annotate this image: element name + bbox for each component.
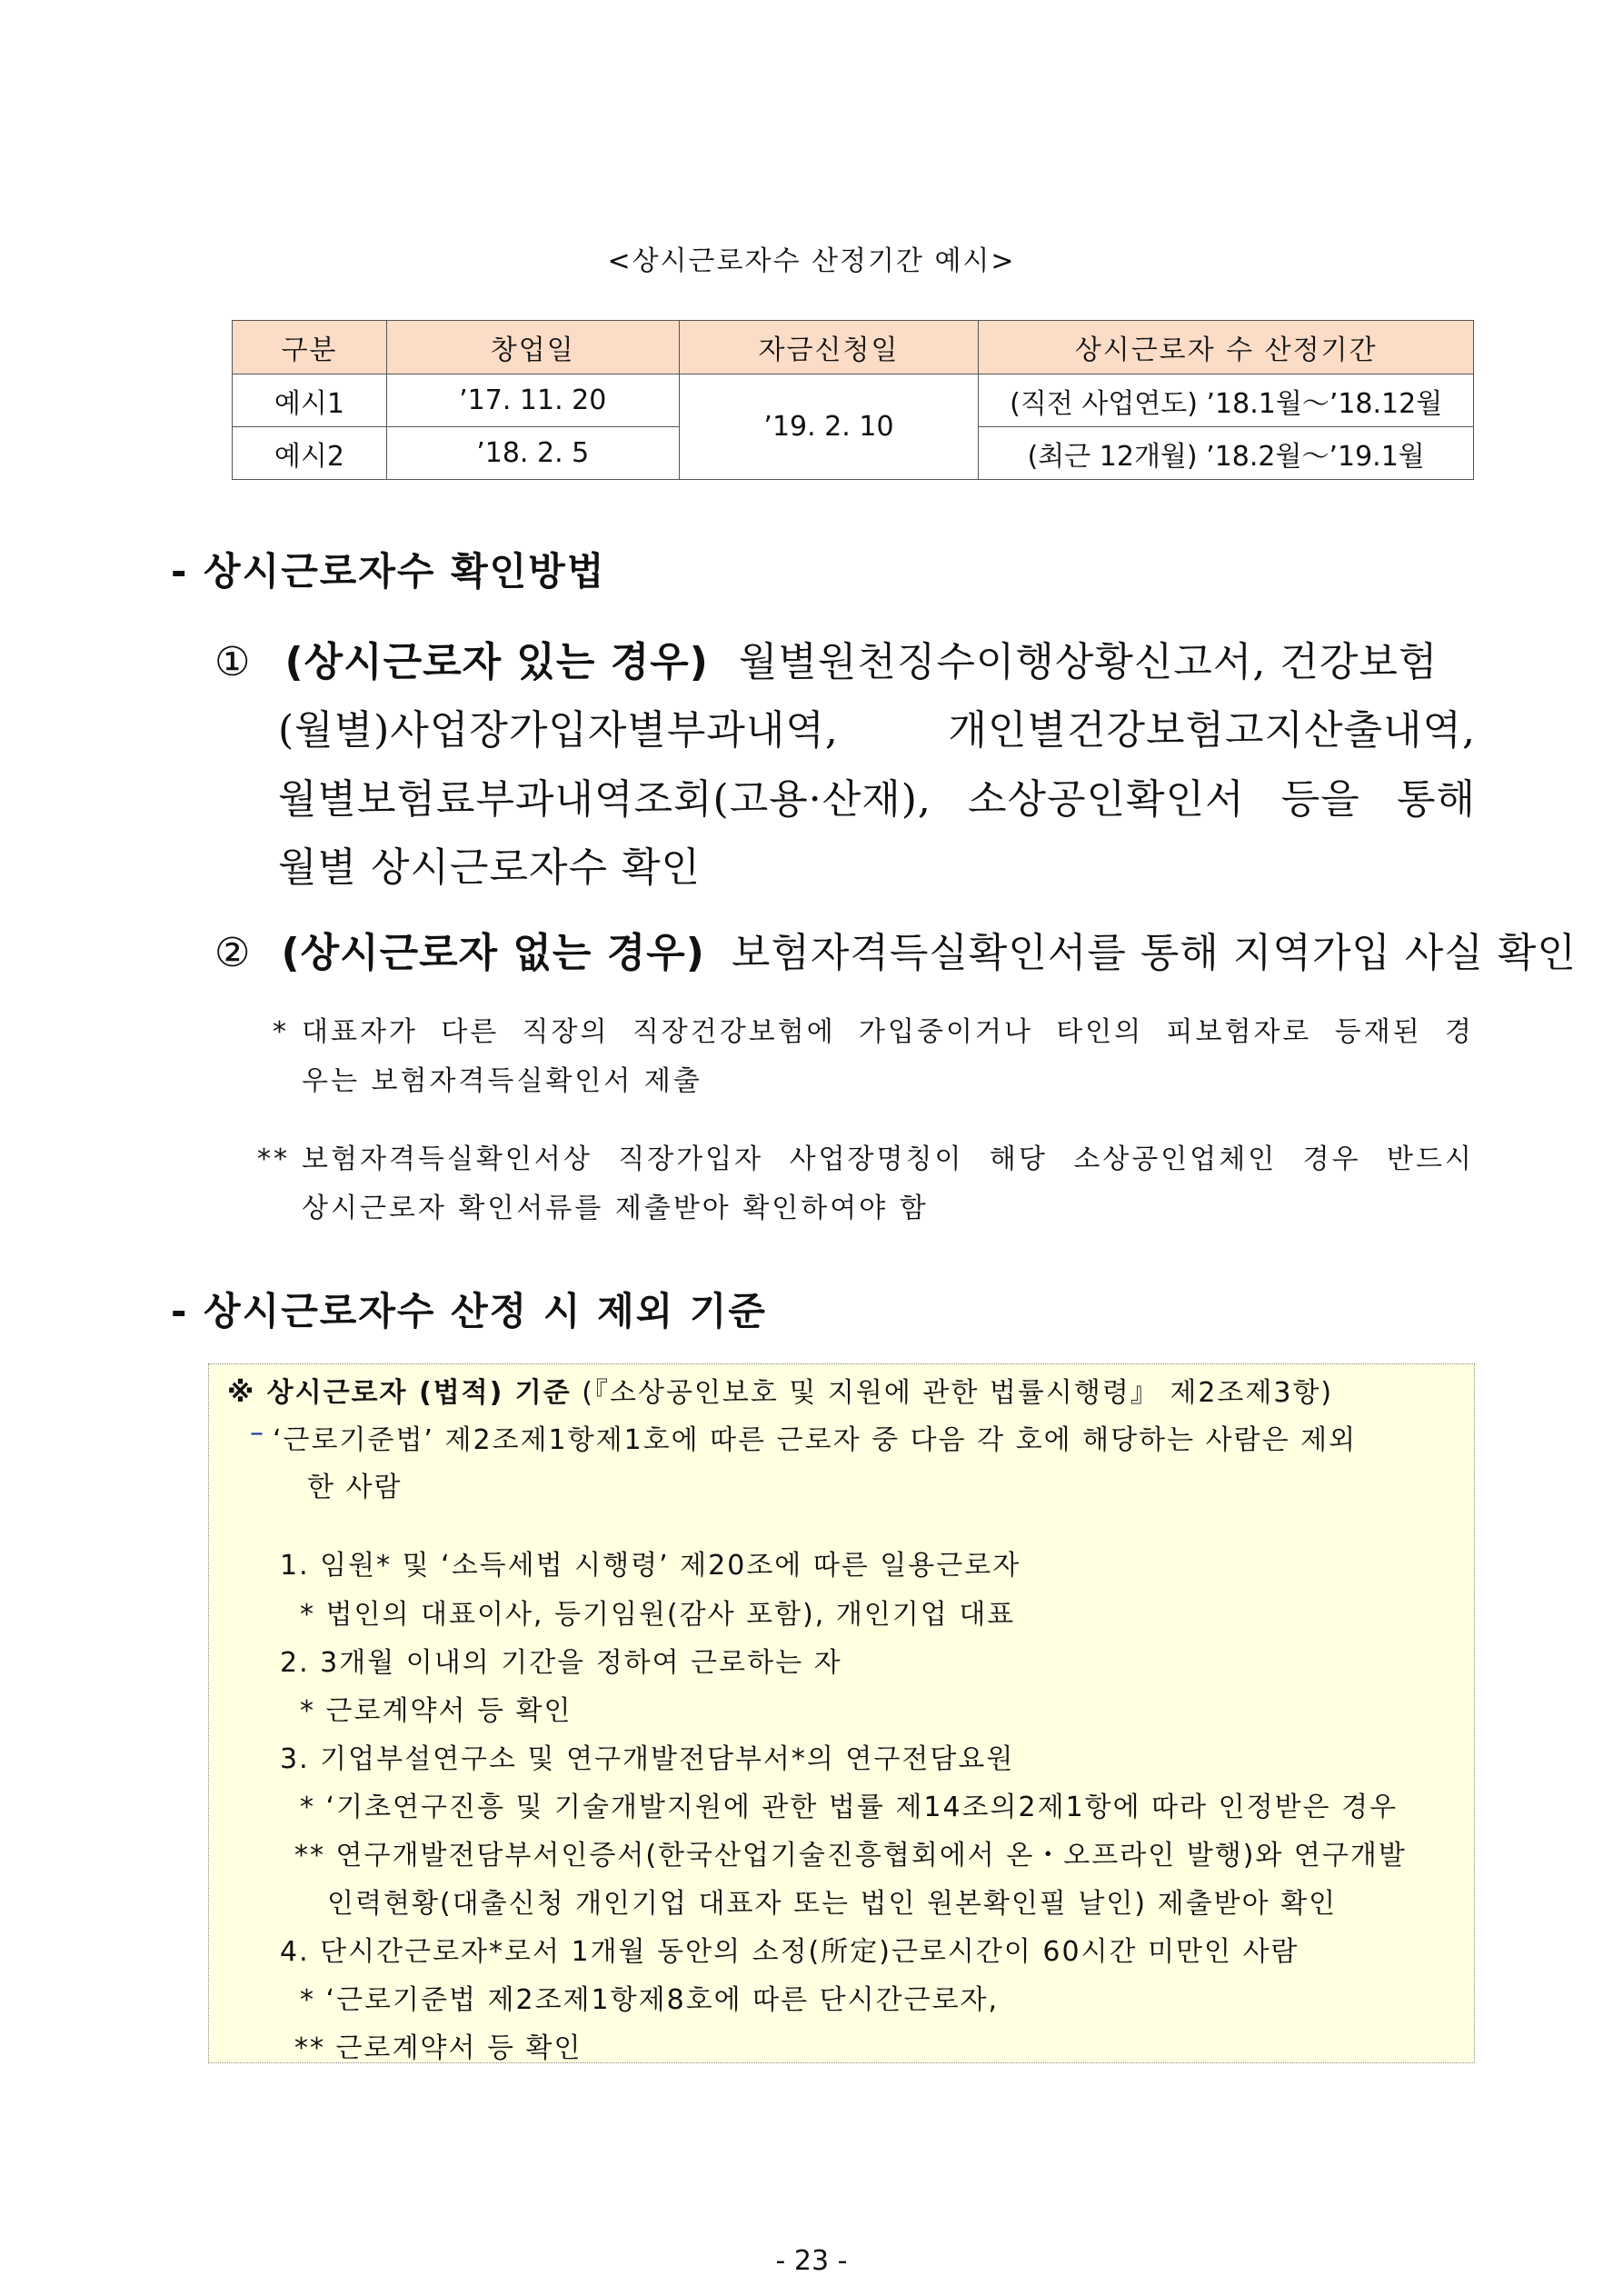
table-cell: 예시2 xyxy=(233,427,387,480)
item-bold-label: (상시근로자 없는 경우) xyxy=(281,930,705,976)
item1-line4: 월별 상시근로자수 확인 xyxy=(278,844,702,891)
item-marker: ① xyxy=(214,639,252,685)
example-table xyxy=(232,320,1474,480)
box-item-1-note: * 법인의 대표이사, 등기임원(감사 포함), 개인기업 대표 xyxy=(300,1599,1016,1631)
box-item-3-note-1: * ‘기초연구진흥 및 기술개발지원에 관한 법률 제14조의2제1항에 따라 인정받은 경우 xyxy=(300,1792,1399,1823)
note-mark: * xyxy=(273,1016,289,1048)
note2-line2: 상시근로자 확인서류를 제출받아 확인하여야 함 xyxy=(302,1193,929,1224)
note1-line2: 우는 보험자격득실확인서 제출 xyxy=(302,1065,702,1097)
table-header-cell: 상시근로자 수 산정기간 xyxy=(979,321,1474,374)
table-cell: ’17. 11. 20 xyxy=(386,374,679,427)
table-cell: (직전 사업연도) ’18.1월～’18.12월 xyxy=(979,374,1474,427)
table-cell: 예시1 xyxy=(233,374,387,427)
table-header-row xyxy=(233,321,1474,374)
table-header-cell: 구분 xyxy=(233,321,387,374)
item-text: 보험자격득실확인서를 통해 지역가입 사실 확인 xyxy=(731,930,1577,976)
dash-icon: – xyxy=(250,1417,265,1449)
box-item-3: 3. 기업부설연구소 및 연구개발전담부서*의 연구전담요원 xyxy=(280,1743,1015,1775)
item-bold-label: (상시근로자 있는 경우) xyxy=(284,639,709,685)
table-cell-application-date: ’19. 2. 10 xyxy=(679,374,979,480)
box-item-3-note-2-cont: 인력현황(대출신청 개인기업 대표자 또는 법인 원본확인필 날인) 제출받아 확인 xyxy=(327,1888,1338,1920)
box-title-rest: (『소상공인보호 및 지원에 관한 법률시행령』 제2조제3항) xyxy=(582,1377,1334,1409)
note1-line1: 대표자가 다른 직장의 직장건강보험에 가입중이거나 타인의 피보험자로 등재된 경 xyxy=(302,1016,1474,1048)
table-cell: ’18. 2. 5 xyxy=(386,427,679,480)
table-header-cell: 자금신청일 xyxy=(679,321,979,374)
note-mark: ** xyxy=(257,1143,290,1175)
box-intro-line2: 한 사람 xyxy=(307,1472,403,1503)
box-title xyxy=(227,1370,1333,1410)
box-item-2: 2. 3개월 이내의 기간을 정하여 근로하는 자 xyxy=(280,1647,842,1679)
item1-line3: 월별보험료부과내역조회(고용·산재), 소상공인확인서 등을 통해 xyxy=(278,776,1476,823)
box-item-3-note-2: ** 연구개발전담부서인증서(한국산업기술진흥협회에서 온・오프라인 발행)와 연구개발 xyxy=(294,1840,1407,1872)
box-item-1: 1. 임원* 및 ‘소득세법 시행령’ 제20조에 따른 일용근로자 xyxy=(280,1550,1021,1582)
page-number: - 23 - xyxy=(775,2245,848,2277)
table-caption: <상시근로자수 산정기간 예시> xyxy=(607,245,1016,277)
table-header-cell: 창업일 xyxy=(386,321,679,374)
item1-line2: (월별)사업장가입자별부과내역, 개인별건강보험고지산출내역, xyxy=(278,707,1476,754)
legal-criteria-box xyxy=(208,1363,1475,2063)
table-cell: (최근 12개월) ’18.2월～’19.1월 xyxy=(979,427,1474,480)
box-intro-line1: ‘근로기준법’ 제2조제1항제1호에 따른 근로자 중 다음 각 호에 해당하는 사람은 제외 xyxy=(273,1424,1358,1456)
item-marker: ② xyxy=(214,930,252,976)
item1-line1 xyxy=(214,629,1476,687)
item-text: 월별원천징수이행상황신고서, 건강보험 xyxy=(738,639,1439,685)
item2-line xyxy=(214,920,1577,978)
box-item-2-note: * 근로계약서 등 확인 xyxy=(300,1695,573,1727)
box-title-bold: ※ 상시근로자 (법적) 기준 xyxy=(227,1377,572,1409)
section-heading: - 상시근로자수 산정 시 제외 기준 xyxy=(171,1289,767,1333)
box-item-4-note-1: * ‘근로기준법 제2조제1항제8호에 따른 단시간근로자, xyxy=(300,1984,1000,2016)
section-heading: - 상시근로자수 확인방법 xyxy=(171,549,606,594)
box-item-4: 4. 단시간근로자*로서 1개월 동안의 소정(所定)근로시간이 60시간 미만인 사람 xyxy=(280,1936,1299,1968)
note2-line1: 보험자격득실확인서상 직장가입자 사업장명칭이 해당 소상공인업체인 경우 반드시 xyxy=(302,1143,1474,1175)
table-row xyxy=(233,374,1474,427)
box-item-4-note-2: ** 근로계약서 등 확인 xyxy=(294,2032,582,2064)
